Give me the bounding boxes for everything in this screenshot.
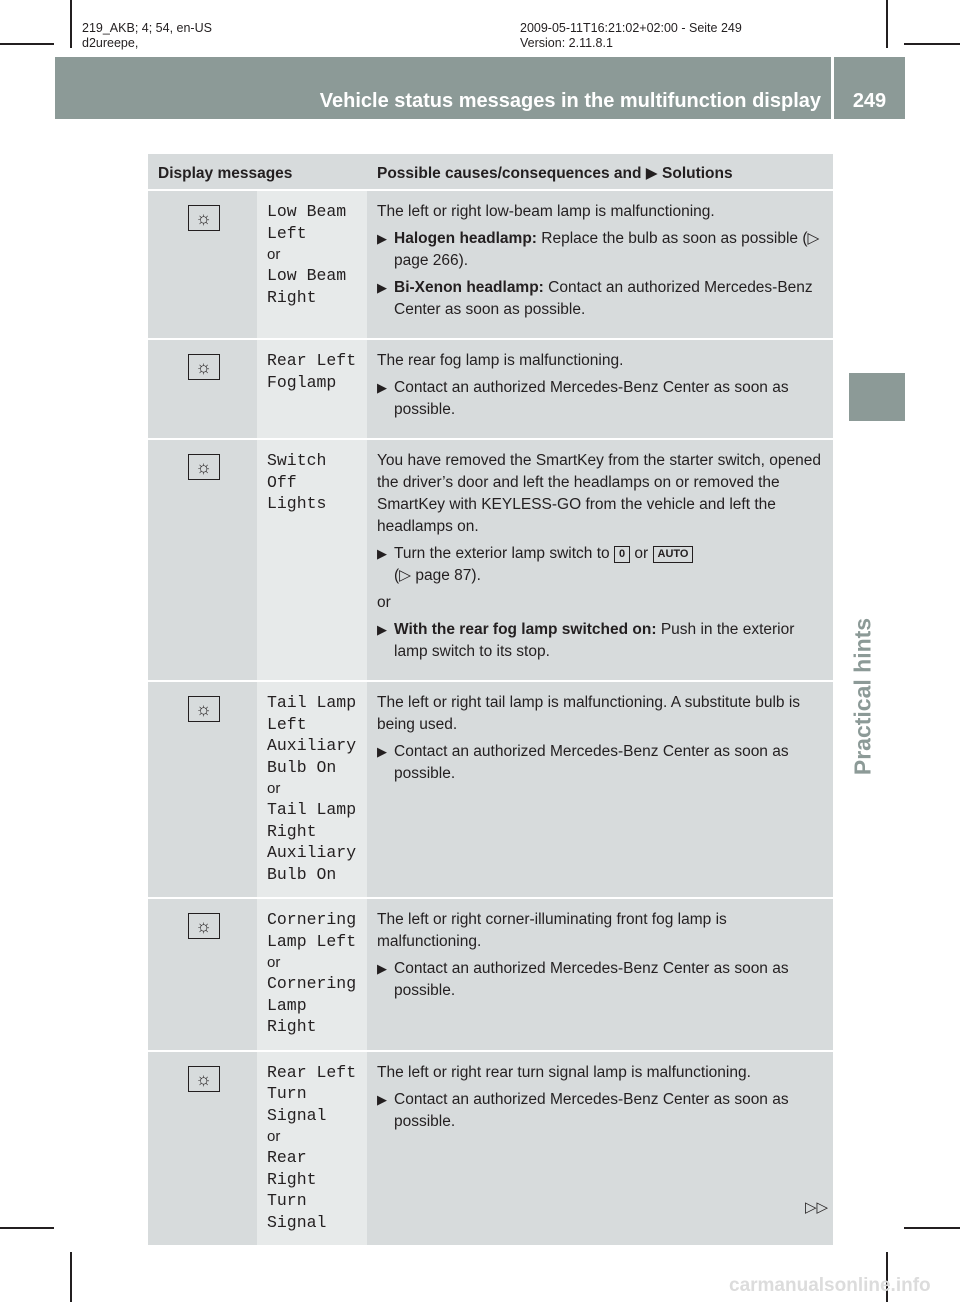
- icon-cell: [148, 1052, 257, 1248]
- lamp-fault-icon: ☼: [188, 454, 220, 480]
- column-header-display: Display messages: [148, 154, 367, 191]
- step-text: Replace the bulb as soon as possible (▷ page 266).: [394, 230, 820, 269]
- table-row: [148, 899, 833, 1052]
- icon-cell: [148, 682, 257, 899]
- column-header-solutions: Possible causes/consequences and ▶ Solutions: [367, 154, 833, 191]
- or-separator: or: [267, 246, 281, 263]
- solution-step: [377, 277, 825, 321]
- step-text: Contact an authorized Mercedes-Benz Center as soon as possible.: [394, 379, 789, 418]
- cause-text: The rear fog lamp is malfunctioning.: [377, 352, 624, 369]
- lamp-fault-icon: ☼: [188, 1066, 220, 1092]
- print-meta-line: Version: 2.11.8.1: [520, 36, 613, 50]
- display-message: Auxiliary: [267, 736, 357, 755]
- cause-text: The left or right low-beam lamp is malfunctioning.: [377, 203, 715, 220]
- cause-text: The left or right tail lamp is malfunctioning. A substitute bulb is being used.: [377, 694, 801, 733]
- solution-step: [377, 958, 825, 1002]
- display-message: Cornering: [267, 910, 357, 929]
- solution-cell: [367, 1052, 833, 1248]
- step-heading: Halogen headlamp:: [394, 230, 537, 247]
- or-separator: or: [267, 1128, 281, 1145]
- crop-mark: [904, 43, 960, 45]
- crop-mark: [886, 0, 888, 48]
- solution-cell: [367, 899, 833, 1052]
- crop-mark: [70, 1252, 72, 1302]
- status-messages-table: [148, 154, 833, 1247]
- crop-mark: [904, 1227, 960, 1229]
- section-tab: [849, 373, 905, 421]
- icon-cell: [148, 191, 257, 340]
- display-message: Right: [267, 1169, 317, 1189]
- cause-text: The left or right corner-illuminating front fog lamp is malfunctioning.: [377, 911, 727, 950]
- or-separator: or: [267, 780, 281, 797]
- triangle-right-icon: ▶: [377, 744, 387, 759]
- page-title: Vehicle status messages in the multifunction display: [319, 90, 821, 112]
- display-message: Bulb On: [267, 757, 337, 777]
- display-message: Left: [267, 714, 307, 734]
- print-meta-line: d2ureepe,: [82, 36, 139, 50]
- icon-cell: [148, 340, 257, 440]
- display-message: Auxiliary: [267, 843, 357, 862]
- table-row: [148, 682, 833, 899]
- crop-mark: [0, 1227, 54, 1229]
- step-text: or: [634, 545, 649, 562]
- page-number: 249: [852, 90, 887, 112]
- message-cell: [257, 191, 367, 340]
- or-separator: or: [377, 594, 391, 611]
- display-message: Signal: [267, 1212, 327, 1232]
- lamp-fault-icon: ☼: [188, 913, 220, 939]
- solution-step: [377, 543, 825, 587]
- display-message: Lamp Left: [267, 931, 357, 951]
- display-message: Right: [267, 287, 317, 307]
- lamp-fault-icon: ☼: [188, 205, 220, 231]
- display-message: Bulb On: [267, 864, 337, 884]
- solution-cell: [367, 682, 833, 899]
- message-cell: [257, 682, 367, 899]
- cause-text: The left or right rear turn signal lamp is malfunctioning.: [377, 1063, 751, 1081]
- lamp-fault-icon: ☼: [188, 696, 220, 722]
- print-meta-line: 2009-05-11T16:21:02+02:00 - Seite 249: [520, 21, 742, 35]
- message-cell: [257, 340, 367, 440]
- section-label-text: Practical hints: [849, 617, 876, 776]
- triangle-right-icon: ▶: [377, 1091, 387, 1107]
- display-message: Rear Left: [267, 1062, 357, 1082]
- message-cell: [257, 440, 367, 682]
- message-cell: [257, 1052, 367, 1248]
- step-heading: With the rear fog lamp switched on:: [394, 621, 657, 638]
- display-message: Foglamp: [267, 372, 337, 392]
- page-reference: (▷ page 87).: [394, 567, 481, 584]
- cause-text: You have removed the SmartKey from the starter switch, opened the driver’s door and left the headlamps on or removed the SmartKey with KEYLESS-GO from the vehicle and left the headlamps on.: [377, 452, 821, 535]
- display-message: Rear: [267, 1148, 307, 1167]
- crop-mark: [0, 43, 54, 45]
- section-label: [848, 598, 878, 798]
- triangle-right-icon: ▶: [377, 546, 387, 561]
- display-message: Left: [267, 223, 307, 243]
- continued-marker: ▷▷: [805, 1199, 829, 1216]
- solution-step: [377, 1089, 825, 1133]
- display-message: Lamp Right: [267, 995, 317, 1036]
- solution-cell: [367, 340, 833, 440]
- icon-cell: [148, 899, 257, 1052]
- or-separator: or: [267, 954, 281, 971]
- step-text: Turn the exterior lamp switch to: [394, 545, 610, 562]
- step-text: Contact an authorized Mercedes-Benz Center as soon as possible.: [394, 743, 789, 782]
- triangle-right-icon: ▶: [377, 380, 387, 395]
- display-message: Cornering: [267, 974, 357, 993]
- triangle-right-icon: ▶: [377, 961, 387, 976]
- lamp-switch-zero-key: 0: [614, 546, 630, 563]
- step-heading: Bi-Xenon headlamp:: [394, 279, 544, 296]
- display-message: Right: [267, 821, 317, 841]
- triangle-right-icon: ▶: [377, 622, 387, 637]
- display-message: Low Beam: [267, 202, 347, 221]
- step-text: Contact an authorized Mercedes-Benz Center as soon as possible.: [394, 279, 813, 318]
- table-header-row: [148, 154, 833, 191]
- display-message: Signal: [267, 1105, 327, 1125]
- lamp-switch-auto-key: AUTO: [653, 546, 694, 563]
- solution-step: [377, 377, 825, 421]
- triangle-right-icon: ▶: [377, 231, 387, 246]
- table-row: [148, 340, 833, 440]
- solution-step: [377, 228, 825, 272]
- step-text: Push in the exterior lamp switch to its stop.: [394, 621, 795, 660]
- display-message: Tail Lamp: [267, 800, 357, 819]
- print-meta-left: [82, 21, 212, 51]
- crop-mark: [70, 0, 72, 48]
- table-row: [148, 1052, 833, 1248]
- table-row: [148, 191, 833, 340]
- solution-step: [377, 619, 825, 663]
- step-text: Contact an authorized Mercedes-Benz Center as soon as possible.: [394, 960, 789, 999]
- solution-cell: [367, 440, 833, 682]
- message-cell: [257, 899, 367, 1052]
- print-meta-line: 219_AKB; 4; 54, en-US: [82, 21, 212, 35]
- triangle-right-icon: ▶: [377, 280, 387, 295]
- display-message: Turn: [267, 1084, 307, 1103]
- display-message: Switch: [267, 451, 327, 470]
- print-meta-right: [520, 21, 742, 51]
- display-message: Rear Left: [267, 351, 357, 370]
- display-message: Off Lights: [267, 472, 327, 513]
- display-message: Tail Lamp: [267, 693, 357, 712]
- solution-cell: [367, 191, 833, 340]
- footer-watermark: carmanualsonline.info: [729, 1275, 931, 1296]
- table-row: [148, 440, 833, 682]
- solution-step: [377, 741, 825, 785]
- lamp-fault-icon: ☼: [188, 354, 220, 380]
- step-text: Contact an authorized Mercedes-Benz Center as soon as possible.: [394, 1090, 789, 1130]
- icon-cell: [148, 440, 257, 682]
- display-message: Low Beam: [267, 266, 347, 285]
- display-message: Turn: [267, 1191, 307, 1210]
